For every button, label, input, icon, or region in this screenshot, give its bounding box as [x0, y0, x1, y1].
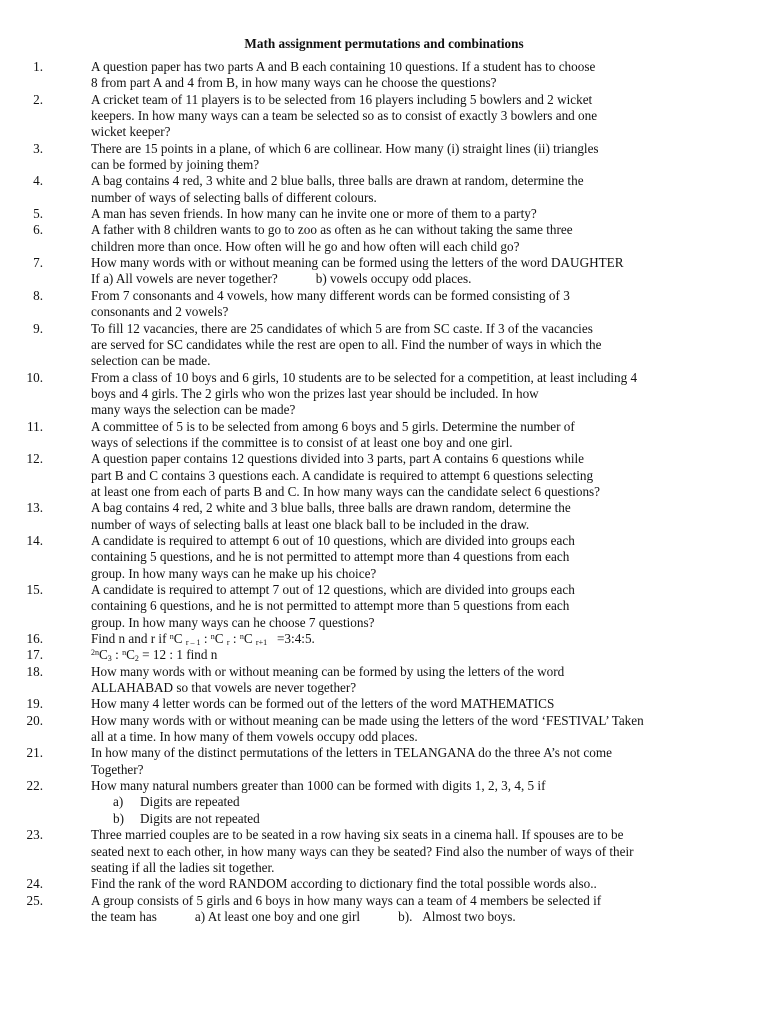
- question-24: [0, 876, 726, 892]
- question-text-line: all at a time. In how many of them vowels occupy odd places.: [91, 729, 418, 745]
- question-text-line: A question paper has two parts A and B each containing 10 questions. If a student has to choose: [91, 59, 596, 74]
- question-3: [0, 141, 726, 174]
- question-number: 13.: [26, 500, 43, 516]
- question-text-line: 8 from part A and 4 from B, in how many ways can he choose the questions?: [91, 75, 497, 91]
- question-text-line: A candidate is required to attempt 6 out of 10 questions, which are divided into groups each: [91, 532, 575, 548]
- subitem-text: Digits are repeated: [140, 794, 240, 810]
- question-16: [0, 631, 726, 647]
- question-number: 21.: [26, 745, 43, 761]
- question-text-line: group. In how many ways can he make up his choice?: [91, 565, 377, 581]
- question-number: 18.: [26, 663, 43, 679]
- question-8: [0, 288, 726, 321]
- question-text-line: at least one from each of parts B and C. In how many ways can the candidate select 6 questions?: [91, 483, 601, 499]
- question-number: 8.: [33, 287, 43, 303]
- question-number: 10.: [26, 369, 43, 385]
- question-text-line: wicket keeper?: [91, 124, 171, 140]
- question-13: [0, 500, 726, 533]
- question-17: [0, 647, 726, 663]
- question-formula-line: $^{2n}C_3$ : $^nC_2 = 12$ : 1 find n: [91, 647, 218, 664]
- question-number: 5.: [33, 206, 43, 222]
- subitem-text: Digits are not repeated: [140, 810, 260, 826]
- subitem-a: [91, 794, 726, 810]
- question-number: 23.: [26, 827, 43, 843]
- question-12: [0, 451, 726, 500]
- subitem-b: [91, 811, 726, 827]
- question-text-line: keepers. In how many ways can a team be selected so as to consist of exactly 3 bowlers and one: [91, 108, 598, 124]
- question-number: 2.: [33, 91, 43, 107]
- question-text-line: A committee of 5 is to be selected from among 6 boys and 5 girls. Determine the number of: [91, 418, 575, 434]
- question-5: [0, 206, 726, 222]
- question-text-line: Find the rank of the word RANDOM according to dictionary find the total possible words also..: [91, 876, 597, 892]
- question-number: 6.: [33, 222, 43, 238]
- question-number: 15.: [26, 582, 43, 597]
- question-text-line: children more than once. How often will he go and how often will each child go?: [91, 238, 520, 254]
- question-15: [0, 582, 726, 631]
- document-title: Math assignment permutations and combinations: [244, 36, 524, 51]
- question-9: [0, 321, 726, 370]
- question-11: [0, 419, 726, 452]
- question-part-b-label: b).: [398, 908, 413, 924]
- question-text-line: group. In how many ways can he choose 7 questions?: [91, 614, 375, 630]
- question-number: 19.: [26, 696, 43, 712]
- question-text-line: consonants and 2 vowels?: [91, 304, 229, 320]
- question-text-line: containing 5 questions, and he is not permitted to attempt more than 4 questions from each: [91, 549, 570, 565]
- question-14: [0, 533, 726, 582]
- question-text-line: A man has seven friends. In how many can he invite one or more of them to a party?: [91, 206, 537, 222]
- question-number: 1.: [33, 59, 43, 74]
- question-text-line: A father with 8 children wants to go to zoo as often as he can without taking the same three: [91, 222, 573, 238]
- question-text-line: A cricket team of 11 players is to be selected from 16 players including 5 bowlers and 2 wicket: [91, 91, 593, 107]
- question-parts-line: the team has a) At least one boy and one girl b). Almost two boys.: [91, 908, 516, 924]
- question-6: [0, 222, 726, 255]
- question-part-a: If a) All vowels are never together?: [91, 271, 278, 287]
- question-text-line: Three married couples are to be seated in a row having six seats in a cinema hall. If spouses are to be: [91, 827, 624, 843]
- question-number: 11.: [27, 418, 43, 434]
- question-18: [0, 664, 726, 697]
- question-text-line: From a class of 10 boys and 6 girls, 10 students are to be selected for a competition, at least including 4: [91, 369, 638, 385]
- question-number: 9.: [33, 320, 43, 336]
- question-19: [0, 696, 726, 712]
- question-part-b: b) vowels occupy odd places.: [315, 271, 472, 287]
- question-text-line: seated next to each other, in how many ways can they be seated? Find also the number of ways of their: [91, 843, 634, 859]
- question-parts-line: [91, 271, 726, 287]
- question-number: 24.: [26, 876, 43, 892]
- question-formula-line: Find n and r if $^n$C $_{r - 1}$ : $^n$C $_r$ : $^n$C $_{r+1}$ =3:4:5.: [91, 631, 315, 648]
- subitem-label: b): [113, 810, 124, 826]
- question-text-line: selection can be made.: [91, 353, 211, 369]
- question-text-line: seating if all the ladies sit together.: [91, 859, 275, 875]
- question-number: 25.: [26, 892, 43, 908]
- question-number: 12.: [26, 451, 43, 467]
- question-7: [0, 255, 726, 288]
- question-1: [0, 59, 726, 92]
- subitem-label: a): [113, 794, 124, 810]
- question-text-line: How many words with or without meaning can be formed by using the letters of the word: [91, 663, 565, 679]
- question-text-line: A bag contains 4 red, 2 white and 3 blue balls, three balls are drawn random, determine the: [91, 500, 571, 516]
- question-4: [0, 173, 726, 206]
- question-text-line: number of ways of selecting balls of different colours.: [91, 189, 377, 205]
- question-text-line: ways of selections if the committee is to consist of at least one boy and one girl.: [91, 434, 513, 450]
- question-number: 14.: [26, 532, 43, 548]
- question-text-line: There are 15 points in a plane, of which 6 are collinear. How many (i) straight lines (ii) triangles: [91, 140, 599, 156]
- question-text-line: A question paper contains 12 questions divided into 3 parts, part A contains 6 questions while: [91, 451, 585, 467]
- question-10: [0, 370, 726, 419]
- question-number: 22.: [26, 778, 43, 794]
- question-text-line: can be formed by joining them?: [91, 157, 260, 173]
- question-21: [0, 745, 726, 778]
- question-text-line: ALLAHABAD so that vowels are never together?: [91, 680, 357, 696]
- question-text-line: To fill 12 vacancies, there are 25 candidates of which 5 are from SC caste. If 3 of the vacancies: [91, 320, 593, 336]
- question-number: 3.: [33, 140, 43, 156]
- question-part-b: Almost two boys.: [422, 908, 516, 924]
- question-text-line: In how many of the distinct permutations of the letters in TELANGANA do the three A’s not come: [91, 745, 612, 761]
- question-list: [0, 59, 768, 925]
- question-text-line: part B and C contains 3 questions each. A candidate is required to attempt 6 questions selecting: [91, 467, 594, 483]
- question-text-line: containing 6 questions, and he is not permitted to attempt more than 5 questions from each: [91, 598, 570, 614]
- question-23: [0, 827, 726, 876]
- question-number: 16.: [26, 631, 43, 647]
- question-number: 20.: [26, 712, 43, 728]
- question-number: 7.: [33, 255, 43, 271]
- question-text-line: How many words with or without meaning can be formed using the letters of the word DAUGHTER: [91, 255, 624, 271]
- question-text-line: boys and 4 girls. The 2 girls who won the prizes last year should be included. In how: [91, 385, 539, 401]
- question-part-a: a) At least one boy and one girl: [194, 908, 361, 924]
- question-text-line: Together?: [91, 761, 144, 777]
- question-20: [0, 713, 726, 746]
- question-text-line: A candidate is required to attempt 7 out of 12 questions, which are divided into groups each: [91, 582, 575, 597]
- question-text-line: A bag contains 4 red, 3 white and 2 blue balls, three balls are drawn at random, determine the: [91, 173, 584, 189]
- question-text-line: many ways the selection can be made?: [91, 402, 296, 418]
- question-text-line: number of ways of selecting balls at least one black ball to be included in the draw.: [91, 516, 530, 532]
- question-number: 17.: [26, 647, 43, 663]
- question-text-line: How many words with or without meaning can be made using the letters of the word ‘FESTIVAL’ Taken: [91, 712, 644, 728]
- question-text-line: How many natural numbers greater than 1000 can be formed with digits 1, 2, 3, 4, 5 if: [91, 778, 546, 794]
- question-25: [0, 893, 726, 926]
- question-22: [0, 778, 726, 827]
- question-2: [0, 92, 726, 141]
- question-text-line: How many 4 letter words can be formed out of the letters of the word MATHEMATICS: [91, 696, 555, 712]
- question-text-line: From 7 consonants and 4 vowels, how many different words can be formed consisting of 3: [91, 287, 570, 303]
- question-number: 4.: [33, 173, 43, 189]
- question-text-line: A group consists of 5 girls and 6 boys in how many ways can a team of 4 members be selected if: [91, 892, 602, 908]
- question-text-line: are served for SC candidates while the rest are open to all. Find the number of ways in which the: [91, 336, 602, 352]
